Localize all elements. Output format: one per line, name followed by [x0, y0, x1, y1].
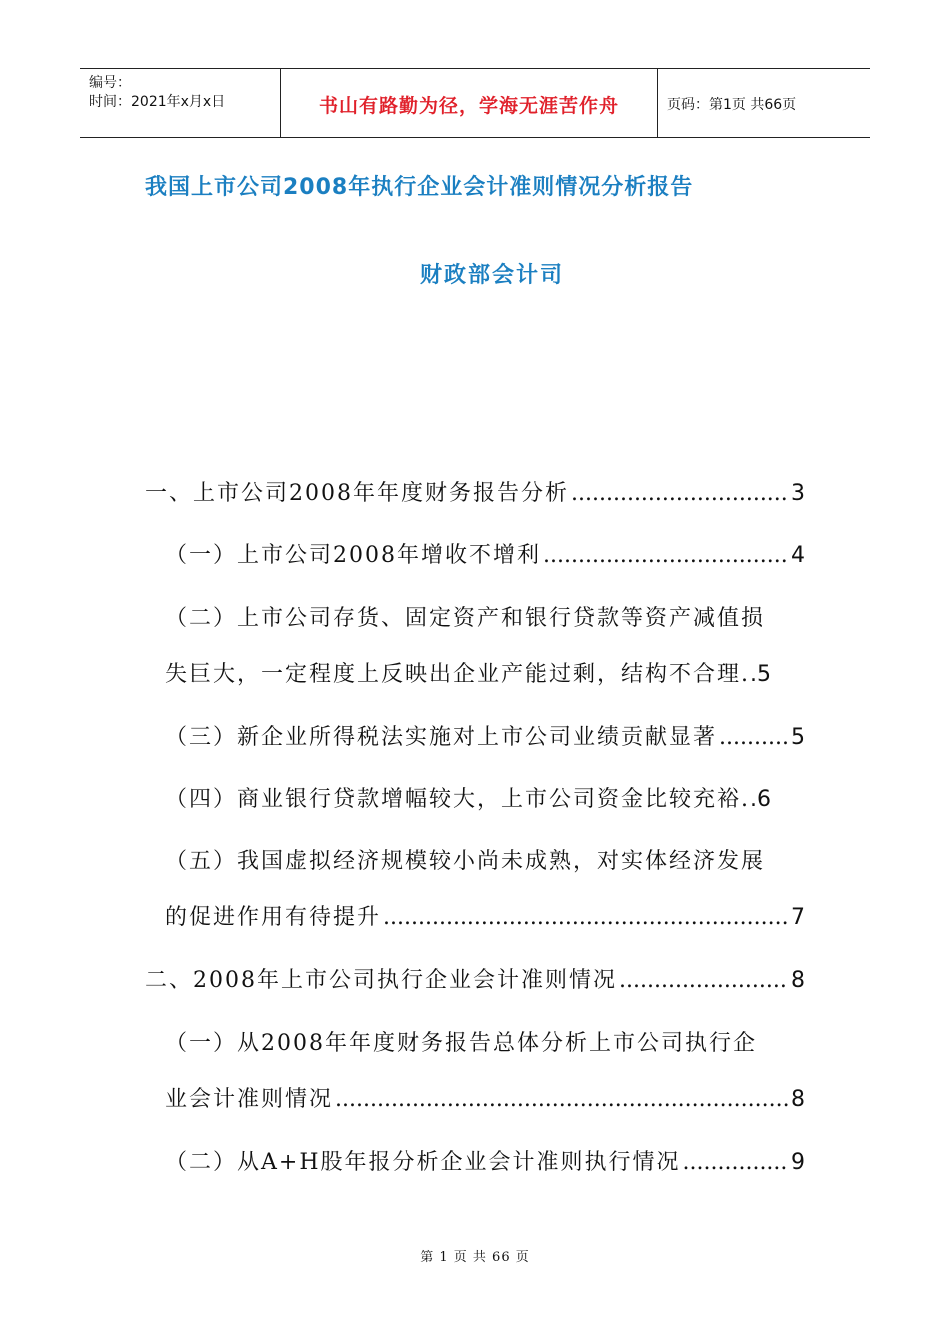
toc-entry-text: 的促进作用有待提升	[165, 905, 382, 930]
toc-entry-text: （一）从2008年年度财务报告总体分析上市公司执行企	[165, 1031, 757, 1056]
toc-entry-text: （四）商业银行贷款增幅较大，上市公司资金比较充裕.	[165, 787, 750, 812]
time-label: 时间：2021年x月x日	[89, 94, 226, 110]
toc-entry-text: （一）上市公司2008年增收不增利	[165, 543, 541, 568]
number-label: 编号：	[89, 75, 131, 91]
toc-entry[interactable]	[165, 782, 805, 813]
toc-entry-page: 8	[791, 1087, 805, 1112]
header-meta-cell	[80, 69, 281, 137]
toc-entry-page: .	[750, 662, 757, 687]
toc-entry-continued[interactable]	[165, 657, 805, 688]
toc-entry[interactable]	[165, 1145, 805, 1176]
document-title: 我国上市公司2008年执行企业会计准则情况分析报告	[145, 175, 694, 200]
toc-entry[interactable]	[165, 1026, 805, 1057]
toc-entry[interactable]	[165, 601, 805, 632]
toc-leader	[543, 543, 789, 568]
toc-leader	[719, 725, 789, 750]
toc-entry[interactable]	[165, 538, 805, 569]
header-page-cell	[659, 69, 870, 137]
toc-entry[interactable]	[165, 844, 805, 875]
header-table	[80, 68, 870, 138]
toc-entry-continued[interactable]	[165, 1082, 805, 1113]
toc-entry-text: 失巨大，一定程度上反映出企业产能过剩，结构不合理.	[165, 662, 750, 687]
toc-entry-text: 一、上市公司2008年年度财务报告分析	[145, 481, 569, 506]
toc-entry-page: 7	[791, 905, 805, 930]
toc-leader	[383, 905, 789, 930]
toc-leader	[619, 968, 789, 993]
toc-entry-page: 4	[791, 543, 805, 568]
toc-entry-text: 二、2008年上市公司执行企业会计准则情况	[145, 968, 617, 993]
toc-entry-text: （二）从A+H股年报分析企业会计准则执行情况	[165, 1150, 681, 1175]
toc-leader	[335, 1087, 789, 1112]
page-footer: 第 1 页 共 66 页	[420, 1250, 530, 1265]
toc-entry-page: 3	[791, 481, 805, 506]
motto-text: 书山有路勤为径，学海无涯苦作舟	[318, 95, 619, 117]
toc-entry-text: （三）新企业所得税法实施对上市公司业绩贡献显著	[165, 725, 718, 750]
document-author: 财政部会计司	[420, 263, 565, 288]
toc-entry-page: .	[750, 787, 757, 812]
header-motto-cell	[281, 69, 658, 137]
toc-entry-text: （二）上市公司存货、固定资产和银行贷款等资产减值损	[165, 606, 766, 631]
toc-entry-text: （五）我国虚拟经济规模较小尚未成熟，对实体经济发展	[165, 849, 766, 874]
toc-leader	[571, 481, 789, 506]
toc-entry[interactable]	[165, 720, 805, 751]
toc-entry[interactable]	[145, 963, 805, 994]
toc-entry-page: 8	[791, 968, 805, 993]
page-label: 页码：第1页 共66页	[667, 97, 797, 113]
toc-entry-text: 业会计准则情况	[165, 1087, 334, 1112]
toc-entry-continued[interactable]	[165, 900, 805, 931]
toc-entry-page: 5	[791, 725, 805, 750]
toc-leader	[683, 1150, 789, 1175]
toc-entry-page: 5	[757, 662, 771, 687]
toc-entry[interactable]	[145, 476, 805, 507]
toc-entry-page: 6	[757, 787, 771, 812]
toc-entry-page: 9	[791, 1150, 805, 1175]
